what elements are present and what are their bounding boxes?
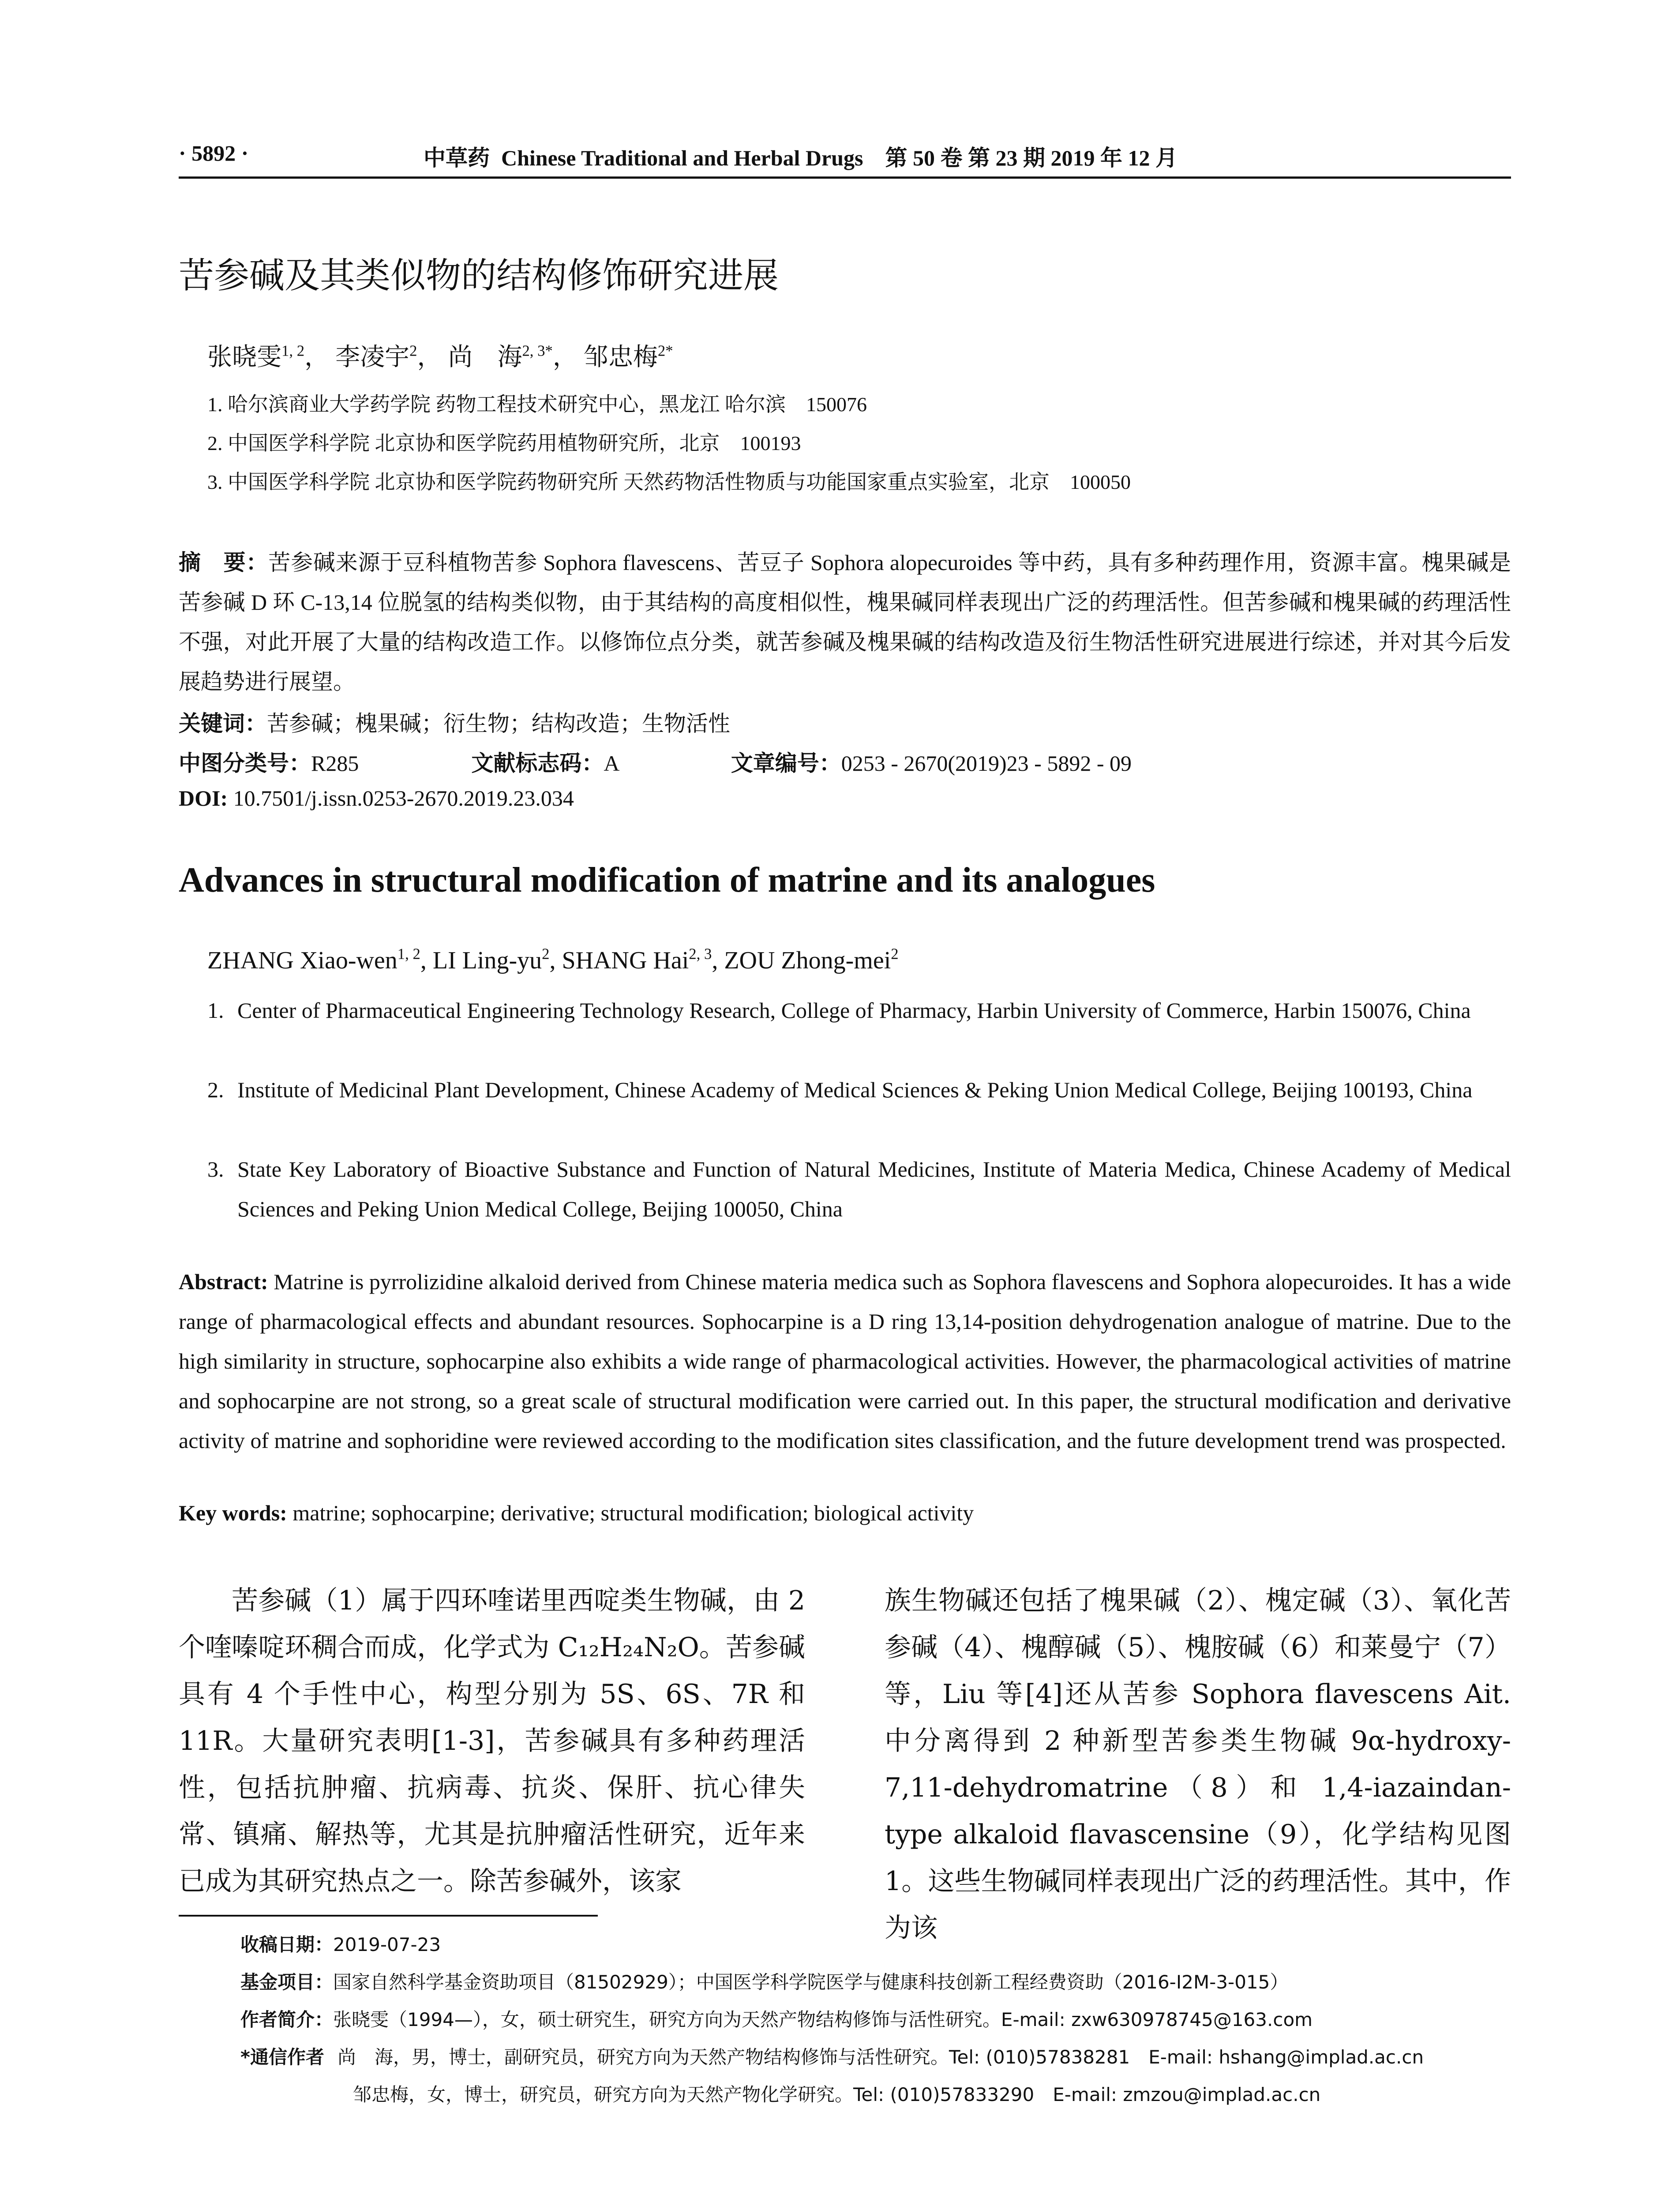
author-en: LI Ling-yu <box>432 947 542 974</box>
keywords-en-label: Key words: <box>179 1501 287 1525</box>
body-column-right: 族生物碱还包括了槐果碱（2）、槐定碱（3）、氧化苦参碱（4）、槐醇碱（5）、槐胺碱（6）和莱曼宁（7）等，Liu 等[4]还从苦参 Sophora flavescens Ait. 中分离得到 2 种新型苦参类生物碱 9α-hydroxy-7,11-dehydromatrine（8）和 1,4-iazaindan-type alkaloid flavascensine（9），化学结构见图 1。这些生物碱同样表现出广泛的药理活性。其中，作为该 <box>885 1585 1511 1943</box>
title-cn: 苦参碱及其类似物的结构修饰研究进展 <box>179 255 779 296</box>
clc-value: R285 <box>311 751 359 776</box>
abstract-cn-text: 苦参碱来源于豆科植物苦参 Sophora flavescens、苦豆子 Sophora alopecuroides 等中药，具有多种药理作用，资源丰富。槐果碱是苦参碱 D 环 C-13,14 位脱氢的结构类似物，由于其结构的高度相似性，槐果碱同样表现出广泛的药理活性。但苦参碱和槐果碱的药理活性不强，对此开展了大量的结构改造工作。以修饰位点分类，就苦参碱及槐果碱的结构改造及衍生物活性研究进展进行综述，并对其今后发展趋势进行展望。 <box>179 550 1511 694</box>
author-sup: 2, 3* <box>522 342 553 360</box>
author-en: SHANG Hai <box>562 947 689 974</box>
doi-label: DOI: <box>179 786 228 810</box>
footnote-text: 张晓雯（1994—），女，硕士研究生，研究方向为天然产物结构修饰与活性研究。E-mail: zxw630978745@163.com <box>333 2009 1313 2030</box>
affiliation-en <box>207 990 1511 1030</box>
affiliation-en-text: Institute of Medicinal Plant Development, Chinese Academy of Medical Sciences & Peking Union Medical College, Beijing 100193, China <box>237 1077 1473 1102</box>
author-cn: 李凌宇 <box>335 344 410 371</box>
affiliation-en-number: 3. <box>207 1157 224 1182</box>
footnote-text: 国家自然科学基金资助项目（81502929）；中国医学科学院医学与健康科技创新工程经费资助（2016-I2M-3-015） <box>333 1971 1289 1993</box>
author-sup: 2, 3 <box>689 945 712 963</box>
author-cn: 尚 海 <box>448 344 522 371</box>
affiliation-en <box>207 1070 1511 1110</box>
footnote-fund <box>240 1968 1288 1994</box>
doc-code-value: A <box>604 751 619 776</box>
footnote-label: 基金项目： <box>240 1971 334 1993</box>
keywords-cn-text: 苦参碱；槐果碱；衍生物；结构改造；生物活性 <box>267 711 730 736</box>
journal-issue: Chinese Traditional and Herbal Drugs 第 50 卷 第 23 期 2019 年 12 月 <box>501 146 1178 170</box>
affiliation-en-text: Center of Pharmaceutical Engineering Technology Research, College of Pharmacy, Harbin University of Commerce, Harbin 150076, China <box>237 998 1471 1023</box>
doi-value: 10.7501/j.issn.0253-2670.2019.23.034 <box>233 786 574 810</box>
article-number-label: 文章编号： <box>731 750 841 776</box>
body-column-left: 苦参碱（1）属于四环喹诺里西啶类生物碱，由 2 个喹嗪啶环稠合而成，化学式为 C₁₂H₂₄N₂O。苦参碱具有 4 个手性中心，构型分别为 5S、6S、7R 和 11R。大量研究表明[1-3]，苦参碱具有多种药理活性，包括抗肿瘤、抗病毒、抗炎、保肝、抗心律失常、镇痛、解热等，尤其是抗肿瘤活性研究，近年来已成为其研究热点之一。除苦参碱外，该家 <box>179 1585 805 1897</box>
abstract-en-text: Matrine is pyrrolizidine alkaloid derived from Chinese materia medica such as Sophora flavescens and Sophora alopecuroides. It has a wide range of pharmacological effects and abundant resources. Sophocarpine is a D ring 13,14-position dehydrogenation analogue of matrine. Due to the high similarity in structure, sophocarpine also exhibits a wide range of pharmacological activities. However, the pharmacological activities of matrine and sophocarpine are not strong, so a great scale of structural modification were carried out. In this paper, the structural modification and derivative activity of matrine and sophoridine were reviewed according to the modification sites classification, and the future development trend was prospected. <box>179 1269 1511 1453</box>
footnote-author-bio <box>240 2005 1312 2032</box>
affiliation-en-text: State Key Laboratory of Bioactive Substance and Function of Natural Medicines, Institute of Materia Medica, Chinese Academy of Medical Sciences and Peking Union Medical College, Beijing 100050, China <box>237 1157 1511 1221</box>
affiliation-cn: 2. 中国医学科学院 北京协和医学院药用植物研究所，北京 100193 <box>207 432 801 454</box>
clc-label: 中图分类号： <box>179 750 311 776</box>
footnote-correspondence <box>240 2043 1424 2069</box>
author-sup: 1, 2 <box>281 342 305 360</box>
footnote-correspondence-2: 邹忠梅，女，博士，研究员，研究方向为天然产物化学研究。Tel: (010)57833290 E-mail: zmzou@implad.ac.cn <box>353 2084 1321 2105</box>
author-cn: 张晓雯 <box>207 344 281 371</box>
keywords-en <box>179 1500 974 1526</box>
authors-en: ZHANG Xiao-wen$^{1, 2}$, LI Ling-$yu^2$, SHANG Hai$^{2, 3}$, ZOU Zhong-mei$^2$ <box>207 945 899 974</box>
author-sup: 2 <box>891 945 899 963</box>
footnote-label: 作者简介： <box>240 2009 334 2030</box>
authors-cn: 张晓雯$^{1, 2}$， 李凌宇$^2$， 尚 海$^{2, 3*}$， 邹忠梅$^{2*}$ <box>207 342 673 371</box>
journal-info <box>424 140 1178 172</box>
footnote-text: 尚 海，男，博士，副研究员，研究方向为天然产物结构修饰与活性研究。Tel: (010)57838281 E-mail: hshang@implad.ac.cn <box>337 2046 1424 2068</box>
abstract-en <box>179 1262 1511 1460</box>
affiliation-cn: 3. 中国医学科学院 北京协和医学院药物研究所 天然药物活性物质与功能国家重点实验室，北京 100050 <box>207 471 1131 493</box>
doi-line <box>179 785 574 811</box>
keywords-cn <box>179 706 730 738</box>
page-number: · 5892 · <box>179 141 249 165</box>
footnote-label: *通信作者 <box>240 2046 324 2068</box>
author-sup: 2* <box>657 342 673 360</box>
journal-name-cn: 中草药 <box>424 145 490 171</box>
abstract-cn-label: 摘 要： <box>179 550 269 575</box>
affiliation-cn: 1. 哈尔滨商业大学药学院 药物工程技术研究中心，黑龙江 哈尔滨 150076 <box>207 393 867 416</box>
affiliation-en-number: 2. <box>207 1077 224 1102</box>
author-cn: 邹忠梅 <box>583 344 658 371</box>
keywords-en-text: matrine; sophocarpine; derivative; structural modification; biological activity <box>292 1501 974 1525</box>
author-sup: 1, 2 <box>397 945 420 963</box>
header-rule <box>179 176 1511 179</box>
affiliation-en-number: 1. <box>207 998 224 1023</box>
abstract-cn <box>179 543 1511 702</box>
abstract-en-label: Abstract: <box>179 1269 268 1294</box>
author-en: ZOU Zhong-mei <box>724 947 891 974</box>
footnote-rule <box>179 1915 598 1917</box>
footnote-received <box>240 1930 441 1957</box>
affiliation-en <box>207 1149 1511 1229</box>
author-en: ZHANG Xiao-wen <box>207 947 398 974</box>
footnote-text: 2019-07-23 <box>333 1934 441 1955</box>
doc-code-label: 文献标志码： <box>471 750 604 776</box>
footnote-label: 收稿日期： <box>240 1934 334 1955</box>
keywords-cn-label: 关键词： <box>179 711 267 736</box>
article-number-value: 0253 - 2670(2019)23 - 5892 - 09 <box>841 751 1132 776</box>
author-sup: 2 <box>409 342 417 360</box>
title-en: Advances in structural modification of matrine and its analogues <box>179 861 1155 900</box>
classification-line <box>179 746 1132 777</box>
running-header <box>179 140 1511 176</box>
author-sup: 2 <box>542 945 550 963</box>
